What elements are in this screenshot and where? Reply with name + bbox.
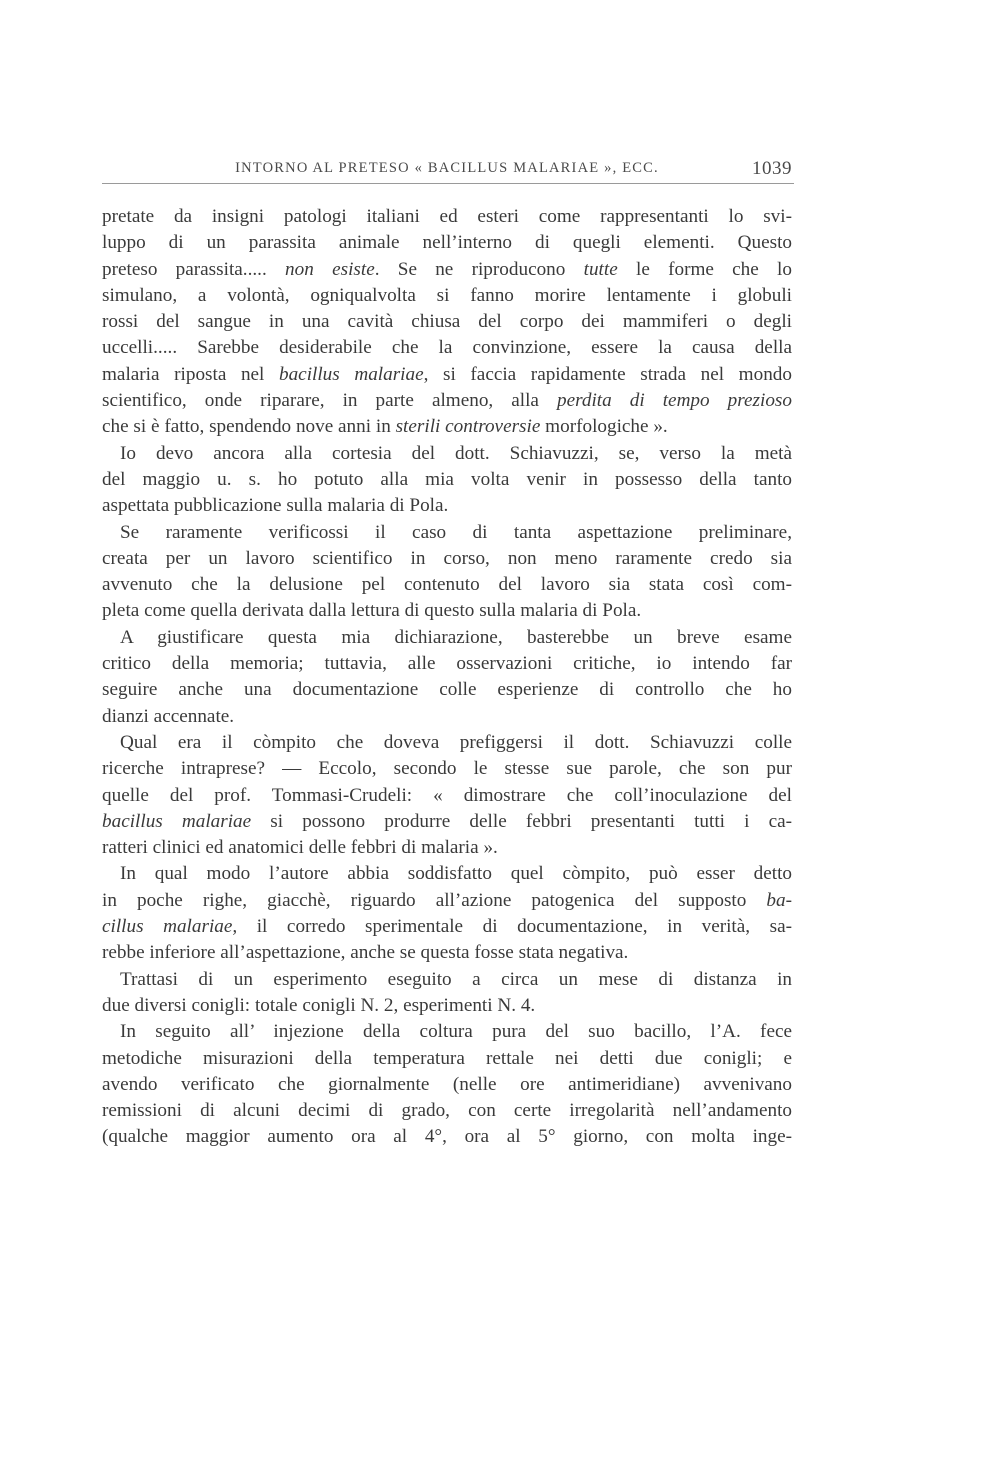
text-line: dianzi accennate.: [102, 705, 235, 727]
header-rule: [102, 183, 794, 184]
text-line: In seguito all’ injezione della coltura pura del suo bacillo, l’A. fece: [120, 1021, 792, 1043]
text-line: pleta come quella derivata dalla lettura di questo sulla malaria di Pola.: [102, 600, 642, 622]
text-line: Se raramente verificossi il caso di tanta aspettazione preliminare,: [120, 521, 792, 543]
text-line: seguire anche una documentazione colle esperienze di controllo che ho: [102, 679, 792, 701]
text-line: due diversi conigli: totale conigli N. 2, esperimenti N. 4.: [102, 994, 536, 1016]
text-line: (qualche maggior aumento ora al 4°, ora al 5° giorno, con molta inge-: [102, 1126, 792, 1148]
text-line: avvenuto che la delusione pel contenuto del lavoro sia stata così com-: [102, 574, 792, 596]
text-line: rebbe inferiore all’aspettazione, anche se questa fosse stata negativa.: [102, 942, 629, 964]
text-line: remissioni di alcuni decimi di grado, con certe irregolarità nell’andamento: [102, 1100, 792, 1122]
text-line: luppo di un parassita animale nell’interno di quegli elementi. Questo: [102, 232, 792, 254]
running-head: [102, 158, 792, 184]
text-line: Trattasi di un esperimento eseguito a circa un mese di distanza in: [120, 968, 792, 990]
text-line: avendo verificato che giornalmente (nelle ore antimeridiane) avvenivano: [102, 1073, 792, 1095]
text-line: simulano, a volontà, ogniqualvolta si fanno morire lentamente i globuli: [102, 284, 792, 306]
text-line: A giustificare questa mia dichiarazione, basterebbe un breve esame: [120, 626, 792, 648]
text-line: ratteri clinici ed anatomici delle febbri di malaria ».: [102, 837, 498, 859]
text-line: del maggio u. s. ho potuto alla mia volta venir in possesso della tanto: [102, 468, 792, 490]
text-line: in poche righe, giacchè, riguardo all’azione patogenica del supposto ba-: [102, 889, 792, 911]
text-line: preteso parassita..... non esiste. Se ne riproducono tutte le forme che lo: [102, 258, 792, 280]
text-line: cillus malariae, il corredo sperimentale di documentazione, in verità, sa-: [102, 916, 792, 938]
text-line: ricerche intraprese? — Eccolo, secondo le stesse sue parole, che son pur: [102, 758, 792, 780]
text-line: uccelli..... Sarebbe desiderabile che la convinzione, essere la causa della: [102, 337, 792, 359]
text-line: aspettata pubblicazione sulla malaria di Pola.: [102, 495, 449, 517]
running-title: INTORNO AL PRETESO « BACILLUS MALARIAE », ECC.: [235, 160, 659, 176]
text-line: In qual modo l’autore abbia soddisfatto quel còmpito, può esser detto: [120, 863, 792, 885]
text-line: malaria riposta nel bacillus malariae, si faccia rapidamente strada nel mondo: [102, 363, 792, 385]
text-line: scientifico, onde riparare, in parte almeno, alla perdita di tempo prezioso: [102, 390, 792, 412]
text-line: Qual era il còmpito che doveva prefiggersi il dott. Schiavuzzi colle: [120, 731, 792, 753]
text-line: rossi del sangue in una cavità chiusa del corpo dei mammiferi o degli: [102, 311, 792, 333]
text-line: quelle del prof. Tommasi-Crudeli: « dimostrare che coll’inoculazione del: [102, 784, 792, 806]
text-line: creata per un lavoro scientifico in corso, non meno raramente credo sia: [102, 547, 792, 569]
body-text: [102, 204, 792, 1151]
text-line: metodiche misurazioni della temperatura rettale nei detti due conigli; e: [102, 1047, 792, 1069]
page-number: 1039: [752, 158, 792, 179]
text-line: bacillus malariae si possono produrre delle febbri presentanti tutti i ca-: [102, 810, 792, 832]
text-line: che si è fatto, spendendo nove anni in sterili controversie morfologiche ».: [102, 416, 668, 438]
text-line: critico della memoria; tuttavia, alle osservazioni critiche, io intendo far: [102, 653, 792, 675]
text-line: Io devo ancora alla cortesia del dott. Schiavuzzi, se, verso la metà: [120, 442, 792, 464]
text-line: pretate da insigni patologi italiani ed esteri come rappresentanti lo svi-: [102, 206, 792, 227]
